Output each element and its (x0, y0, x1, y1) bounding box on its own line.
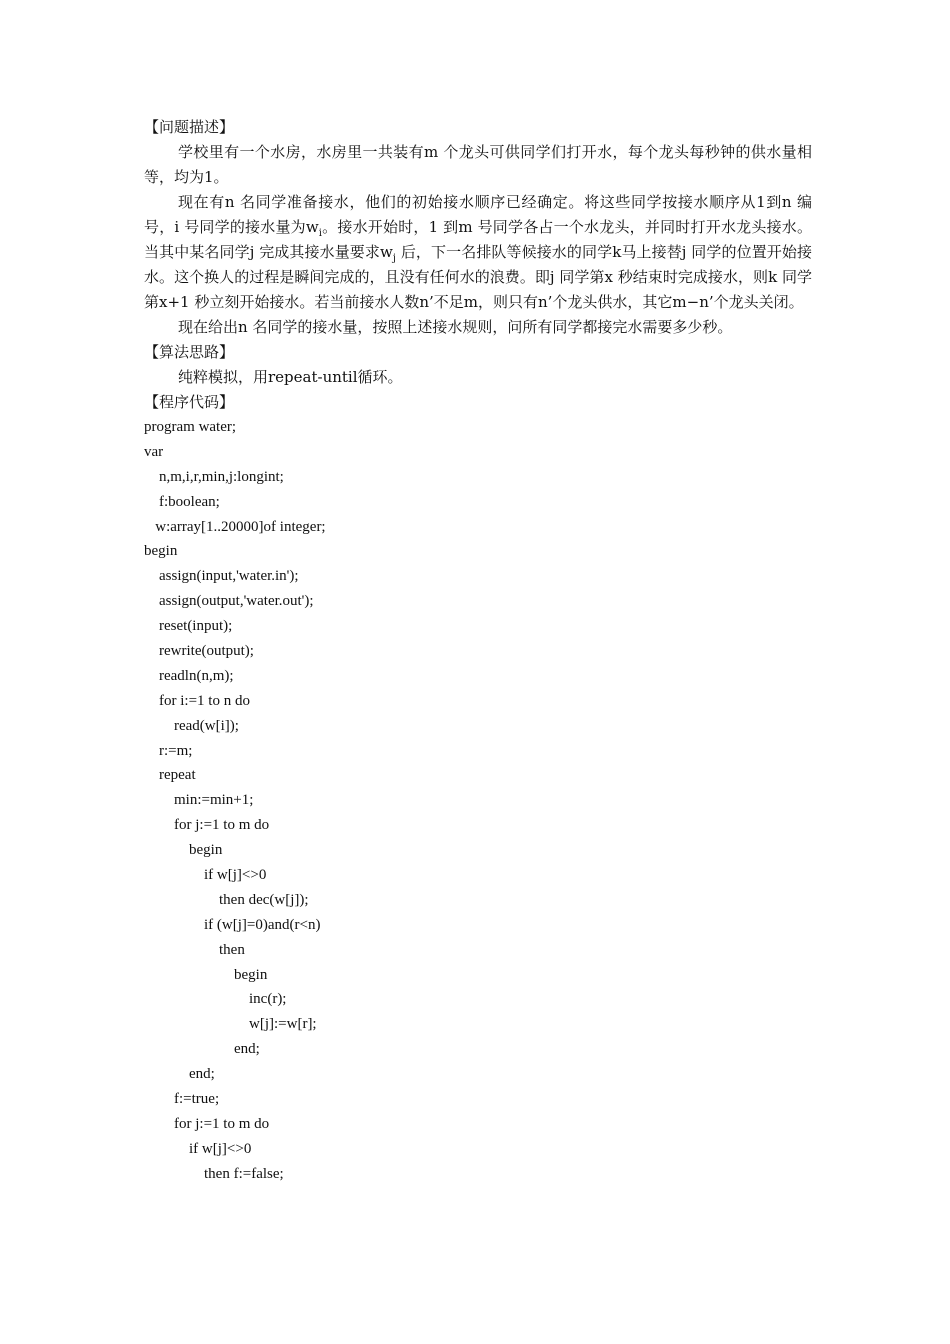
problem-text-2b: 。接水开始时，1 到m 号同学各占一个水龙头，并同时打开水龙头接水。当其中某名同学j 完成其接水量要求w (144, 218, 812, 261)
code-line: begin (144, 842, 223, 859)
code-line: w[j]:=w[r]; (144, 1016, 317, 1033)
code-line: end; (144, 1066, 215, 1083)
algorithm-heading: 【算法思路】 (144, 343, 235, 361)
code-block (144, 415, 812, 1187)
code-line: begin (144, 966, 268, 983)
code-line: if (w[j]=0)and(r<n) (144, 916, 321, 933)
code-line: n,m,i,r,min,j:longint; (144, 468, 284, 485)
code-line: readln(n,m); (144, 667, 234, 684)
code-line: inc(r); (144, 991, 287, 1008)
subscript-j: j (392, 253, 396, 264)
code-line: for j:=1 to m do (144, 817, 270, 834)
code-line: begin (144, 543, 178, 560)
code-line: repeat (144, 767, 196, 784)
algorithm-paragraph (144, 365, 812, 390)
code-line: f:boolean; (144, 493, 220, 510)
code-line: then dec(w[j]); (144, 891, 309, 908)
code-line: min:=min+1; (144, 792, 254, 809)
code-line: assign(input,'water.in'); (144, 568, 299, 585)
code-heading: 【程序代码】 (144, 393, 235, 411)
code-line: rewrite(output); (144, 643, 254, 660)
code-line: end; (144, 1041, 260, 1058)
code-line: w:array[1..20000]of integer; (144, 518, 326, 535)
code-line: f:=true; (144, 1091, 220, 1108)
code-line: for j:=1 to m do (144, 1115, 270, 1132)
code-line: if w[j]<>0 (144, 1140, 252, 1157)
code-line: reset(input); (144, 618, 233, 635)
code-line: var (144, 443, 164, 460)
code-line: then f:=false; (144, 1165, 284, 1182)
code-line: then (144, 941, 245, 958)
code-line: for i:=1 to n do (144, 692, 250, 709)
code-line: read(w[i]); (144, 717, 239, 734)
problem-text-2c: 后，下一名排队等候接水的同学k马上接替j 同学的位置开始接水。这个换人的过程是瞬间完成的，且没有任何水的浪费。即j 同学第x 秒结束时完成接水，则k 同学第x+1 秒立刻开始接水。若当前接水人数n’不足m，则只有n’个龙头供水，其它m−n’个龙头关闭。 (144, 243, 812, 311)
code-line: if w[j]<>0 (144, 867, 267, 884)
problem-paragraph-2 (144, 190, 812, 315)
problem-text-3: 现在给出n 名同学的接水量，按照上述接水规则，问所有同学都接完水需要多少秒。 (178, 318, 733, 336)
problem-text-1: 学校里有一个水房，水房里一共装有m 个龙头可供同学们打开水，每个龙头每秒钟的供水量相等，均为1。 (144, 143, 812, 186)
algorithm-text: 纯粹模拟，用repeat-until循环。 (178, 368, 403, 386)
code-line: program water; (144, 419, 237, 435)
problem-paragraph-3 (144, 315, 812, 340)
code-line: assign(output,'water.out'); (144, 593, 314, 610)
subscript-i: i (318, 228, 322, 239)
problem-text-2a: 现在有n 名同学准备接水，他们的初始接水顺序已经确定。将这些同学按接水顺序从1到n 编号，i 号同学的接水量为w (144, 193, 812, 236)
problem-paragraph-1 (144, 140, 812, 190)
document-page (144, 115, 812, 1187)
code-line: r:=m; (144, 742, 193, 759)
problem-heading: 【问题描述】 (144, 118, 235, 136)
